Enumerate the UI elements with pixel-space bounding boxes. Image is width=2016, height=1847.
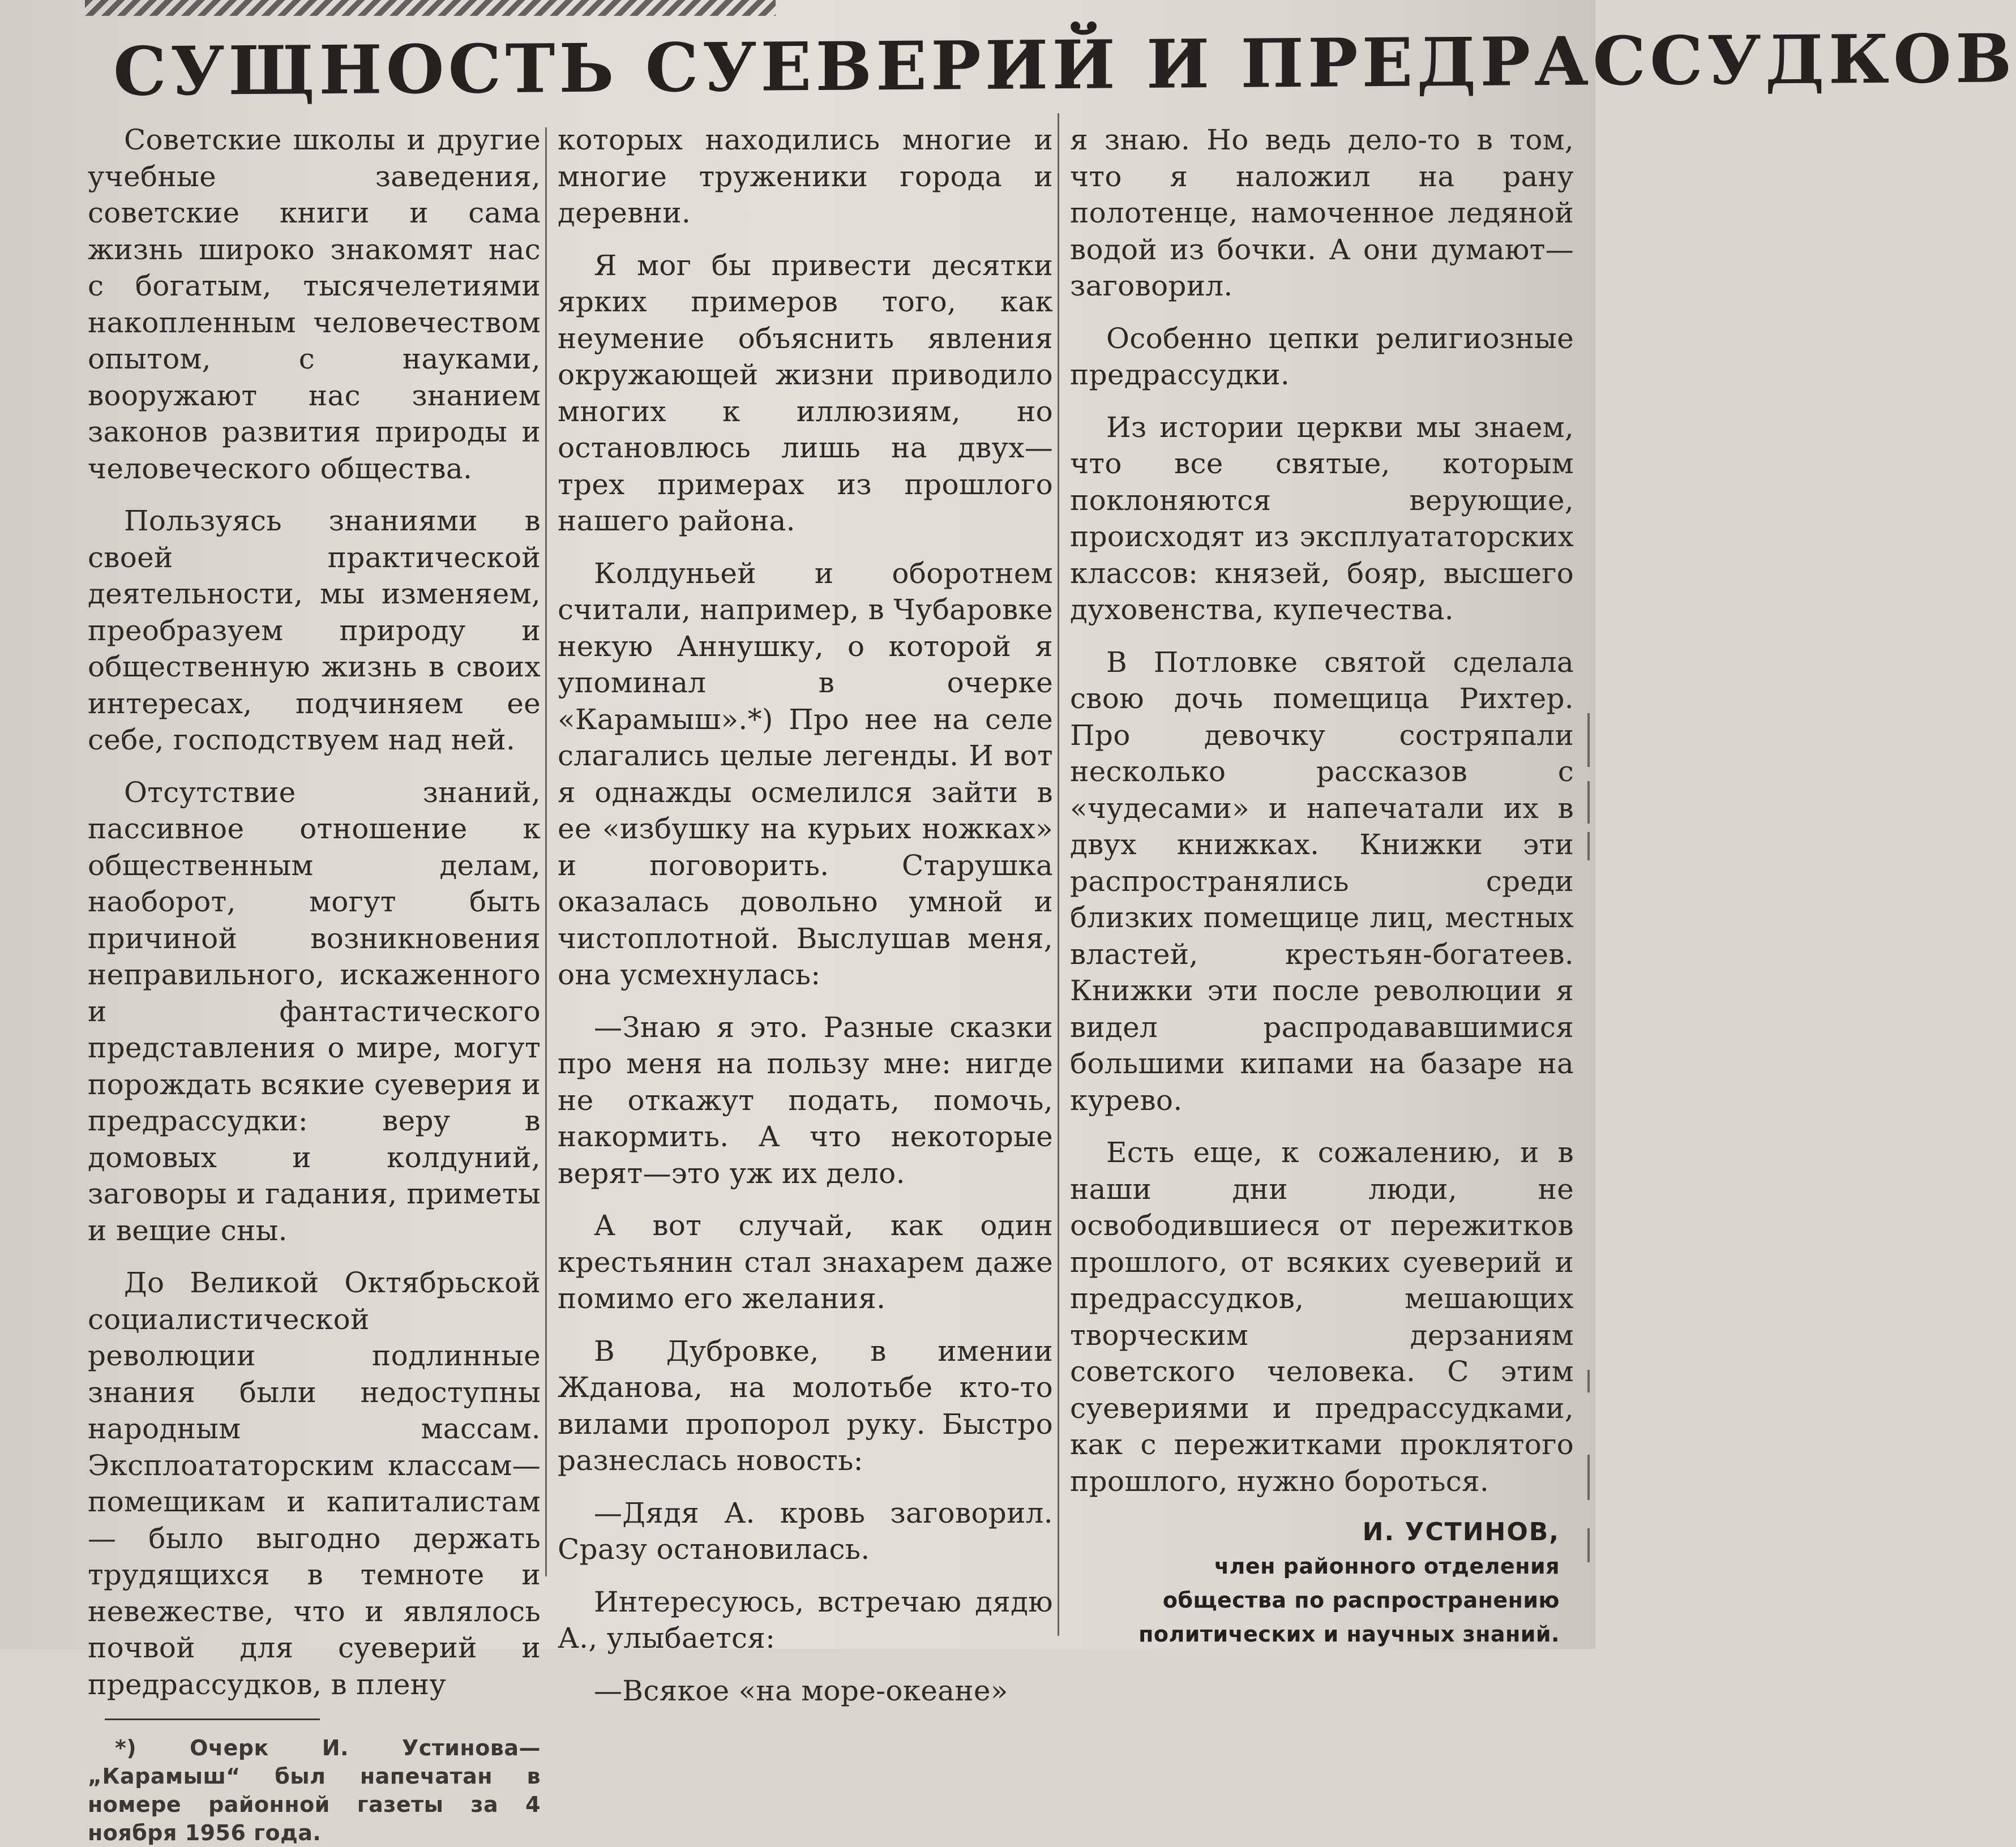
article-column-2 <box>558 122 1053 1707</box>
paragraph: В Потловке святой сделала свою дочь помещица Рихтер. Про девочку состряпали несколько рассказов с «чудесами» и напечатали их в двух книжках. Книжки эти распространялись среди близких помещице лиц, местных властей, крестьян-богатеев. Книжки эти после революции я видел распродававшимися большими кипами на базаре на курево. <box>1070 645 1574 1117</box>
article-column-3 <box>1070 122 1574 1647</box>
adjacent-column-edge <box>1587 781 1590 824</box>
paragraph: Пользуясь знаниями в своей практической деятельности, мы изменяем, преобразуем природу и общественную жизнь в своих интересах, подчиняем ее себе, господствуем над ней. <box>88 504 541 756</box>
paragraph: В Дубровке, в имении Жданова, на молотьбе кто-то вилами пропорол руку. Быстро разнеслась новость: <box>558 1334 1053 1477</box>
adjacent-column-edge <box>1587 713 1590 767</box>
article-column-1 <box>88 122 541 1845</box>
paragraph: Интересуюсь, встречаю дядю А., улыбается: <box>558 1585 1053 1655</box>
article-title: СУЩНОСТЬ СУЕВЕРИЙ И ПРЕДРАССУДКОВ <box>113 19 2016 111</box>
author-role-line: член районного отделения <box>1214 1554 1560 1579</box>
paragraph: я знаю. Но ведь дело-то в том, что я наложил на рану полотенце, намоченное ледяной водой из бочки. А они думают—заговорил. <box>1070 123 1574 302</box>
paragraph: Есть еще, к сожалению, и в наши дни люди, не освободившиеся от пережитков прошлого, от всяких суеверий и предрассудков, мешающих творческим дерзаниям советского человека. С этим суевериями и предрассудками, как с пережитками проклятого прошлого, нужно бороться. <box>1070 1136 1574 1498</box>
author-role-line: общества по распространению <box>1162 1588 1560 1613</box>
paragraph: Я мог бы привести десятки ярких примеров того, как неумение объяснить явления окружающей жизни приводило многих к иллюзиям, но остановлюсь лишь на двух—трех примерах из прошлого нашего района. <box>558 248 1053 537</box>
paragraph: Отсутствие знаний, пассивное отношение к общественным делам, наоборот, могут быть причиной возникновения неправильного, искаженного и фантастического представления о мире, могут порождать всякие суеверия и предрассудки: веру в домовых и колдуний, заговоры и гадания, приметы и вещие сны. <box>88 775 541 1247</box>
adjacent-column-edge <box>1587 1455 1590 1500</box>
paragraph: которых находились многие и многие труженики города и деревни. <box>558 123 1053 229</box>
footnote-divider <box>105 1719 320 1720</box>
paragraph: А вот случай, как один крестьянин стал знахарем даже помимо его желания. <box>558 1209 1053 1315</box>
adjacent-column-edge <box>1587 1370 1590 1392</box>
adjacent-column-edge <box>1587 1528 1590 1562</box>
footnote: *) Очерк И. Устинова—„Карамыш“ был напечатан в номере районной газеты за 4 ноября 1956 года. <box>88 1735 541 1845</box>
adjacent-column-edge <box>1587 832 1590 860</box>
decorative-border <box>85 0 776 16</box>
paragraph: —Знаю я это. Разные сказки про меня на пользу мне: нигде не откажут подать, помочь, накормить. А что некоторые верят—это уж их дело. <box>558 1010 1053 1190</box>
column-divider <box>1058 113 1059 1636</box>
author-name: И. УСТИНОВ, <box>1362 1518 1560 1546</box>
paragraph: —Всякое «на море-океане» <box>594 1674 1008 1707</box>
author-signature <box>1070 1515 1574 1651</box>
paragraph: Особенно цепки религиозные предрассудки. <box>1070 322 1574 391</box>
column-divider <box>545 127 547 1576</box>
paragraph: До Великой Октябрьской социалистической революции подлинные знания были недоступны народным массам. Эксплоататорским классам—помещикам и капиталистам — было выгодно держать трудящихся в темноте и невежестве, что и являлось почвой для суеверий и предрассудков, в плену <box>88 1266 541 1701</box>
paragraph: Из истории церкви мы знаем, что все святые, которым поклоняются верующие, происходят из эксплуататорских классов: князей, бояр, высшего духовенства, купечества. <box>1070 410 1574 626</box>
author-role-line: политических и научных знаний. <box>1138 1622 1560 1647</box>
paragraph: Колдуньей и оборотнем считали, например, в Чубаровке некую Аннушку, о которой я упоминал в очерке «Карамыш».*) Про нее на селе слагались целые легенды. И вот я однажды осмелился зайти в ее «избушку на курьих ножках» и поговорить. Старушка оказалась довольно умной и чистоплотной. Выслушав меня, она усмехнулась: <box>558 556 1053 991</box>
paragraph: Советские школы и другие учебные заведения, советские книги и сама жизнь широко знакомят нас с богатым, тысячелетиями накопленным человечеством опытом, с науками, вооружают нас знанием законов развития природы и человеческого общества. <box>88 123 541 485</box>
paragraph: —Дядя А. кровь заговорил. Сразу остановилась. <box>558 1496 1053 1566</box>
